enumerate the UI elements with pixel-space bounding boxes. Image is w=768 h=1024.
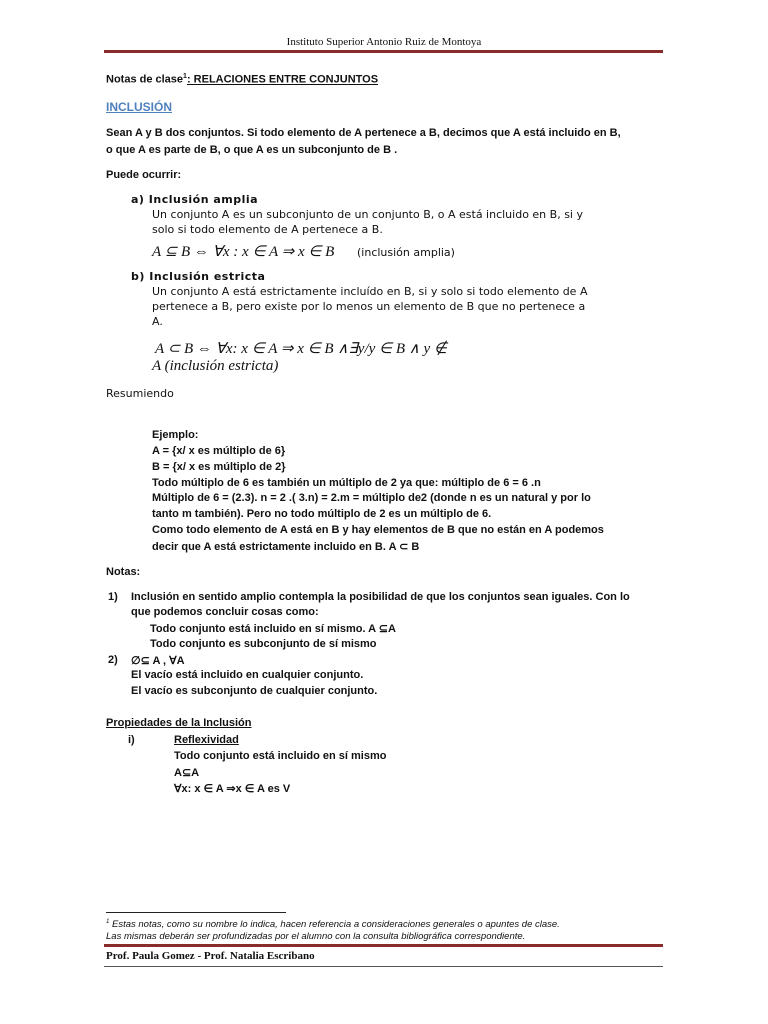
case-a-line-1: Un conjunto A es un subconjunto de un conjunto B, o A está incluido en B, si y <box>152 208 583 221</box>
section-heading-inclusion: INCLUSIÓN <box>106 100 172 114</box>
case-b-formula-line-2: A (inclusión estricta) <box>152 358 279 374</box>
footnote-line-2: Las mismas deberán ser profundizadas por el alumno con la consulta bibliográfica correspondiente. <box>106 931 526 942</box>
footnote-separator <box>106 912 286 913</box>
footer-bottom-rule <box>104 966 663 967</box>
intro-line-2: o que A es parte de B, o que A es un subconjunto de B . <box>106 144 398 156</box>
footer-rule <box>104 944 663 947</box>
case-b-line-2: pertenece a B, pero existe por lo menos un elemento de B que no pertenece a <box>152 300 586 313</box>
intro-line-1: Sean A y B dos conjuntos. Si todo elemento de A pertenece a B, decimos que A está incluido en B, <box>106 127 621 139</box>
example-line: Múltiplo de 6 = (2.3). n = 2 .( 3.n) = 2.m = múltiplo de2 (donde n es un natural y por lo <box>152 492 591 504</box>
nota-2-line: El vacío está incluido en cualquier conjunto. <box>131 669 364 681</box>
page-title: Notas de clase$^1$: RELACIONES ENTRE CONJUNTOS <box>106 73 379 86</box>
case-a-line-2: solo si todo elemento de A pertenece a B. <box>152 223 383 236</box>
propiedad-i-number: i) <box>128 734 135 746</box>
example-line: decir que A está estrictamente incluido en B. A ⊂ B <box>152 541 420 553</box>
nota-2-line: ∅⊆ A , ∀A <box>131 655 185 667</box>
propiedad-i-title: Reflexividad <box>174 734 239 746</box>
example-line: A = {x/ x es múltiplo de 6} <box>152 445 286 457</box>
nota-1-number: 1) <box>108 591 118 603</box>
case-b-line-1: Un conjunto A está estrictamente incluído en B, si y solo si todo elemento de A <box>152 285 588 298</box>
page-header: Instituto Superior Antonio Ruiz de Montoya <box>286 36 482 48</box>
nota-2-line: El vacío es subconjunto de cualquier conjunto. <box>131 685 378 697</box>
example-line: B = {x/ x es múltiplo de 2} <box>152 461 286 473</box>
nota-2-number: 2) <box>108 654 118 666</box>
resumiendo-label: Resumiendo <box>106 387 174 400</box>
example-line: Todo múltiplo de 6 es también un múltiplo de 2 ya que: múltiplo de 6 = 6 .n <box>152 477 541 489</box>
example-line: Como todo elemento de A está en B y hay elementos de B que no están en A podemos <box>152 524 604 536</box>
example-line: tanto m también). Pero no todo múltiplo de 2 es un múltiplo de 6. <box>152 508 492 520</box>
propiedades-heading: Propiedades de la Inclusión <box>106 717 252 729</box>
footnote-line-1: $^1$ Estas notas, como su nombre lo indica, hacen referencia a consideraciones generales o apuntes de clase. <box>106 919 560 931</box>
footer-authors: Prof. Paula Gomez - Prof. Natalia Escribano <box>106 950 315 962</box>
case-a-note: (inclusión amplia) <box>357 246 455 259</box>
propiedad-i-line: A⊆A <box>174 767 200 779</box>
nota-1-line: Inclusión en sentido amplio contempla la posibilidad de que los conjuntos sean iguales. Con lo <box>131 591 630 603</box>
propiedad-i-line: Todo conjunto está incluido en sí mismo <box>174 750 387 762</box>
case-b-formula-line-1: A ⊂ B ⇔ ∀x: x ∈ A ⇒ x ∈ B ∧∃y/y ∈ B ∧ y ∉ <box>155 341 447 357</box>
propiedad-i-line: ∀x: x ∈ A ⇒x ∈ A es V <box>174 783 291 795</box>
case-a-label: a) Inclusión amplia <box>131 193 259 206</box>
case-b-line-3: A. <box>152 315 163 328</box>
nota-1-line: Todo conjunto está incluido en sí mismo. A ⊆A <box>150 623 396 635</box>
case-a-formula: A ⊆ B ⇔ ∀x : x ∈ A ⇒ x ∈ B <box>152 244 335 260</box>
puede-ocurrir: Puede ocurrir: <box>106 169 182 181</box>
notas-title: Notas: <box>106 566 141 578</box>
case-b-label: b) Inclusión estricta <box>131 270 266 283</box>
nota-1-line: que podemos concluir cosas como: <box>131 606 319 618</box>
example-title: Ejemplo: <box>152 429 199 441</box>
header-rule <box>104 50 663 53</box>
nota-1-line: Todo conjunto es subconjunto de sí mismo <box>150 638 377 650</box>
